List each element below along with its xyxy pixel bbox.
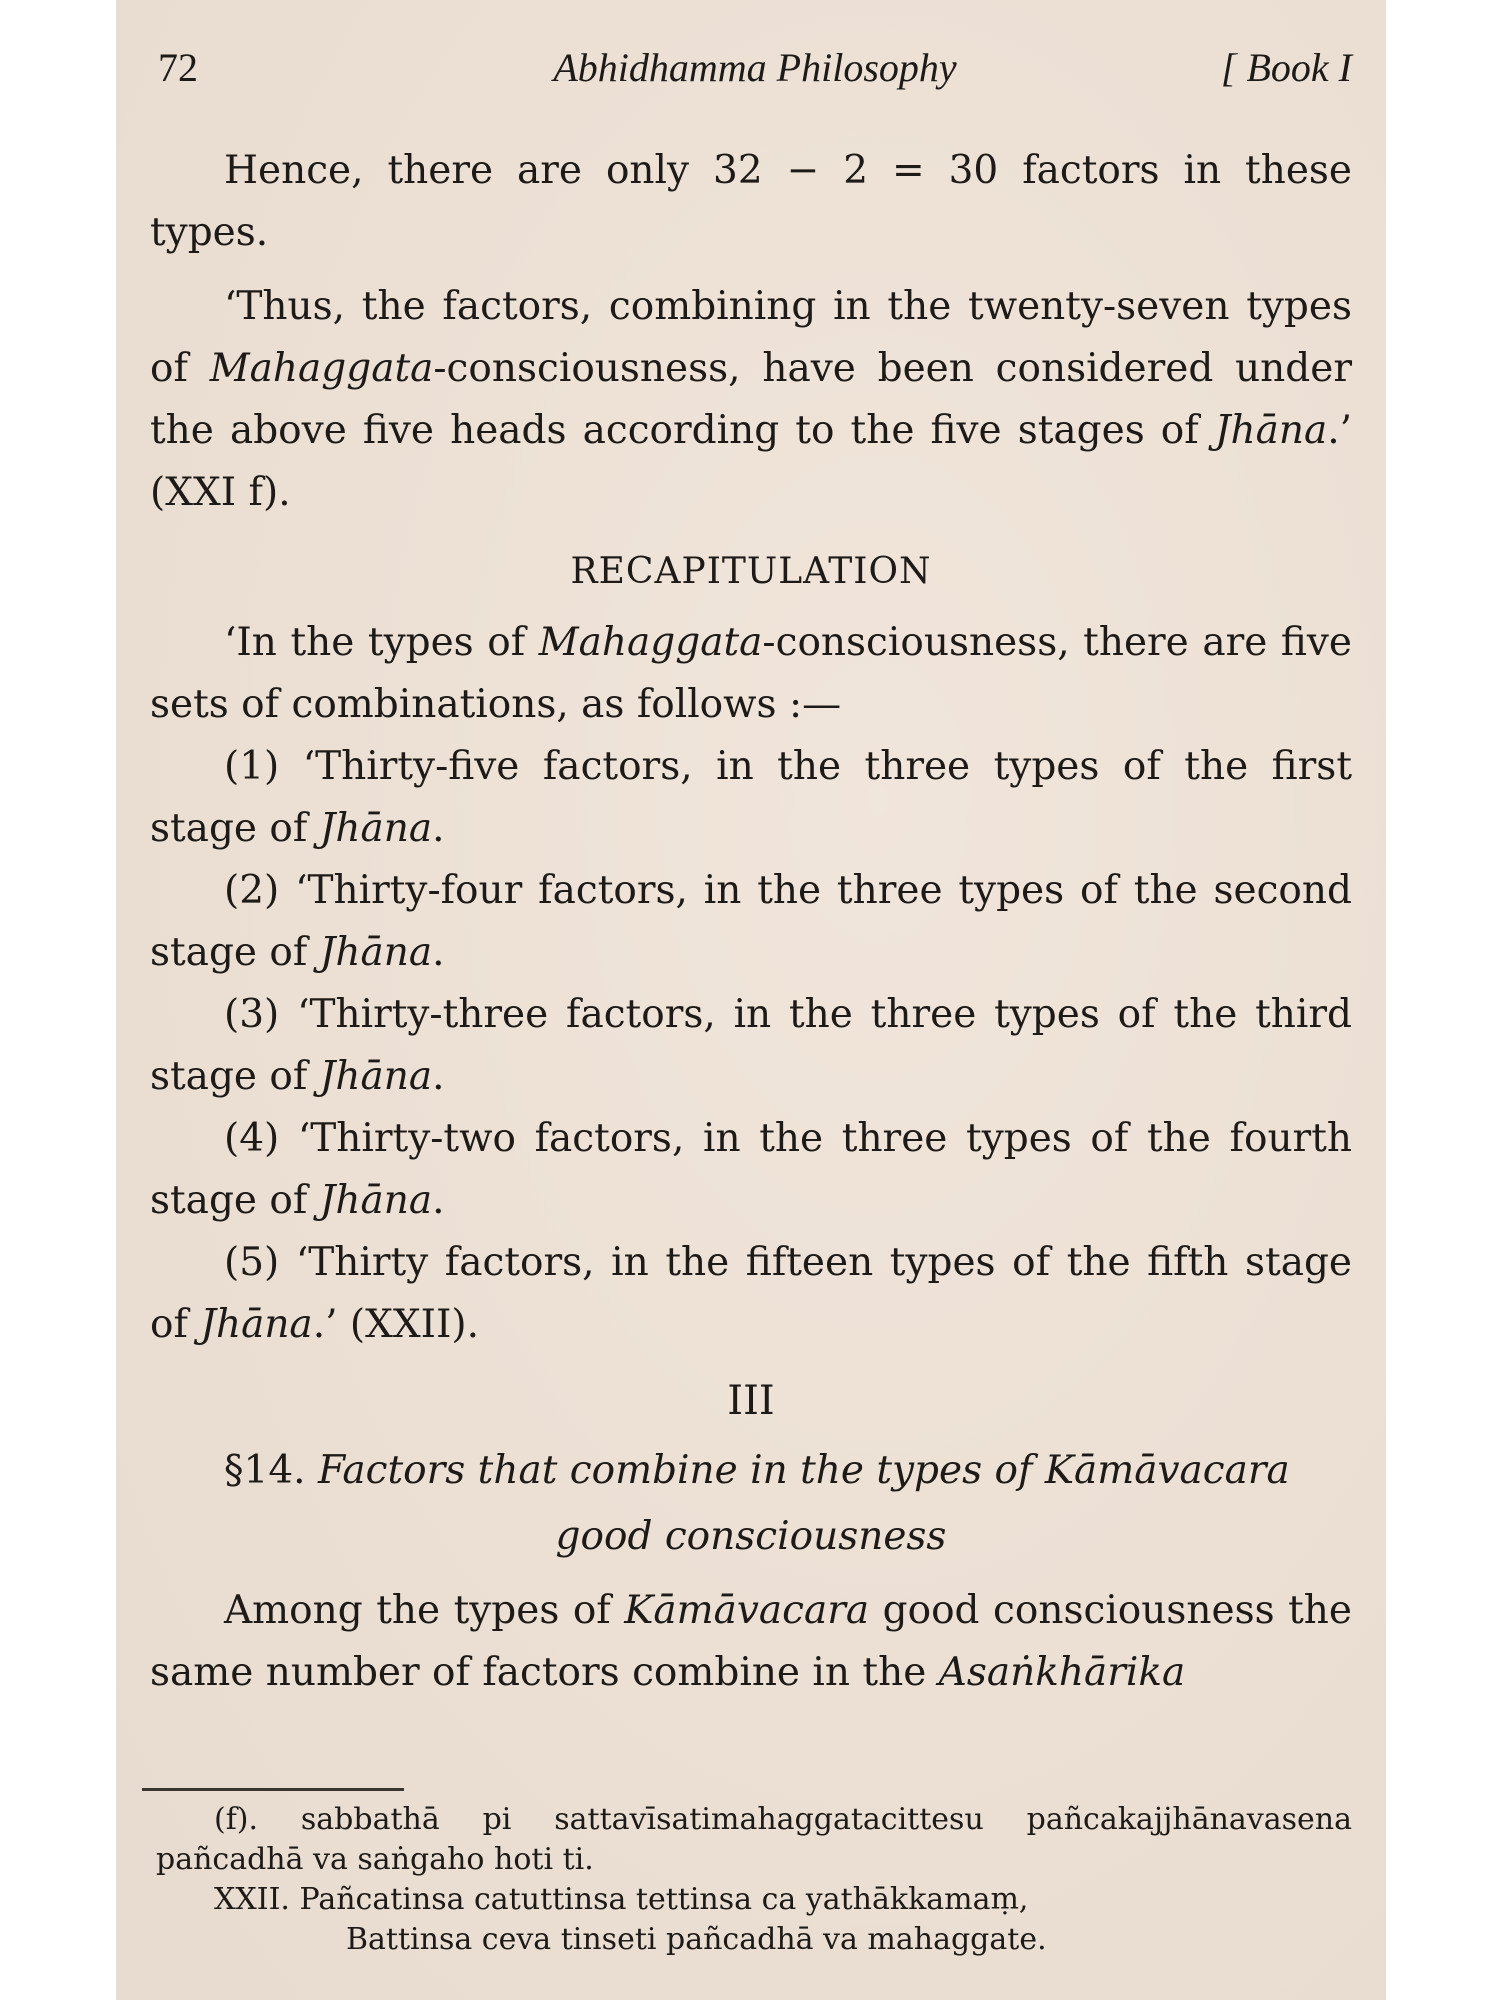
list-item-end: . xyxy=(432,1054,445,1099)
list-item xyxy=(150,736,1352,860)
term-jhana: Jhāna xyxy=(1214,408,1328,453)
term-mahaggata: Mahaggata xyxy=(538,620,763,665)
list-item-text: (3) ‘Thirty-three factors, in the three types of the third stage of xyxy=(150,992,1352,1099)
term-jhana: Jhāna xyxy=(319,930,433,975)
footnote-xxii-line-2: Battinsa ceva tinseti pañcadhā va mahaggate. xyxy=(346,1922,1047,1957)
body-text xyxy=(150,140,1352,1704)
section-heading xyxy=(150,1438,1352,1504)
footnotes xyxy=(156,1800,1352,1960)
term-mahaggata: Mahaggata xyxy=(209,346,434,391)
text-segment: good consciousness the same number of factors combine in the xyxy=(150,1588,1352,1695)
book-reference: [ Book I xyxy=(1220,45,1352,90)
list-item xyxy=(150,1232,1352,1356)
text-segment: Among the types of xyxy=(224,1588,625,1633)
page-number: 72 xyxy=(158,45,198,90)
text-segment: .’ (XXI f). xyxy=(150,408,1352,515)
footnote-xxii-line-1: XXII. Pañcatinsa catuttinsa tettinsa ca yathākkamaṃ, xyxy=(214,1882,1029,1917)
term-jhana: Jhāna xyxy=(319,806,433,851)
footnote-f: (f). sabbathā pi sattavīsatimahaggatacittesu pañcakajjhānavasena pañcadhā va saṅgaho hoti ti. xyxy=(156,1802,1352,1877)
list-item-text: (5) ‘Thirty factors, in the fifteen types of the fifth stage of xyxy=(150,1240,1352,1347)
term-jhana: Jhāna xyxy=(200,1302,313,1347)
page-header xyxy=(158,44,1352,104)
list-item-end: . xyxy=(432,930,445,975)
footnote-rule xyxy=(142,1788,404,1791)
term-kamavacara: Kāmāvacara xyxy=(624,1588,870,1633)
text-segment: -consciousness, have been considered under the above five heads according to the five stages of xyxy=(150,346,1352,453)
term-asankharika: Asaṅkhārika xyxy=(938,1650,1186,1695)
paragraph-recap-intro xyxy=(150,612,1352,736)
section-number: §14. xyxy=(224,1448,306,1493)
paragraph-thus xyxy=(150,276,1352,524)
recapitulation-heading: RECAPITULATION xyxy=(570,551,932,592)
list-item-text: (4) ‘Thirty-two factors, in the three types of the fourth stage of xyxy=(150,1116,1352,1223)
term-jhana: Jhāna xyxy=(319,1178,433,1223)
paragraph-kamavacara xyxy=(150,1580,1352,1704)
running-title: Abhidhamma Philosophy xyxy=(553,45,957,90)
list-item-text: (1) ‘Thirty-five factors, in the three types of the first stage of xyxy=(150,744,1352,851)
list-item-text: (2) ‘Thirty-four factors, in the three types of the second stage of xyxy=(150,868,1352,975)
text-segment: ‘Thus, the factors, combining in the twenty-seven types of xyxy=(150,284,1352,391)
list-item-end: .’ (XXII). xyxy=(312,1302,480,1347)
paragraph-factors-count: Hence, there are only 32 − 2 = 30 factors in these types. xyxy=(150,148,1352,255)
list-item xyxy=(150,1108,1352,1232)
roman-numeral-heading: III xyxy=(727,1378,775,1424)
list-item xyxy=(150,984,1352,1108)
list-item-end: . xyxy=(432,1178,445,1223)
section-title-line-2: good consciousness xyxy=(555,1514,947,1559)
text-segment: -consciousness, there are five sets of combinations, as follows :— xyxy=(150,620,1352,727)
list-item-end: . xyxy=(432,806,445,851)
term-jhana: Jhāna xyxy=(319,1054,433,1099)
list-item xyxy=(150,860,1352,984)
text-segment: ‘In the types of xyxy=(224,620,539,665)
book-page xyxy=(116,0,1386,2000)
section-title-line-1: Factors that combine in the types of Kāmāvacara xyxy=(317,1448,1290,1493)
